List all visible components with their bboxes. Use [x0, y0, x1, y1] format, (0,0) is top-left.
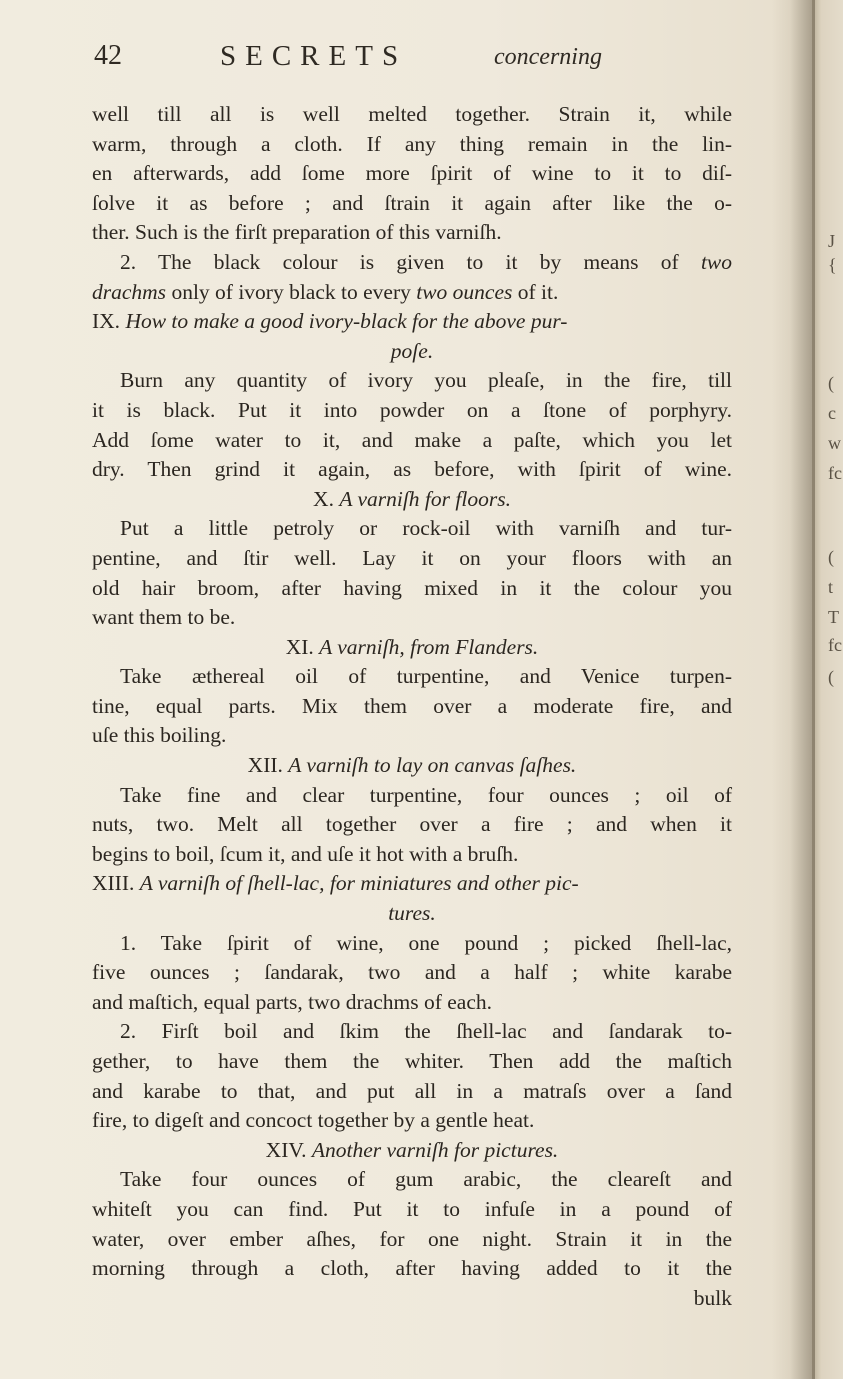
text-line: drachms only of ivory black to every two ounces of it. [92, 279, 559, 304]
italic-term: drachms [92, 279, 167, 304]
section-heading-xi: XI. A varniſh, from Flanders. [285, 634, 539, 659]
facing-page-edge [812, 0, 843, 1379]
facing-page-fragment: c [828, 403, 836, 423]
text-line: five ounces ; ſandarak, two and a half ; white karabe [92, 960, 732, 985]
facing-page-fragment: fc [828, 463, 842, 483]
italic-term: two ounces [416, 279, 513, 304]
page-body [92, 100, 732, 1313]
text-line: morning through a cloth, after having added to it the [92, 1256, 732, 1281]
text-line: fire, to digeſt and concoct together by a gentle heat. [92, 1108, 535, 1133]
facing-page-fragment: T [828, 607, 839, 627]
text-line: water, over ember aſhes, for one night. Strain it in the [92, 1226, 732, 1251]
text-line: and karabe to that, and put all in a matraſs over a ſand [92, 1078, 732, 1103]
running-header [92, 38, 732, 78]
section-heading-ix-cont: poſe. [390, 338, 434, 363]
catchword: bulk [693, 1285, 732, 1310]
text-line: 2. The black colour is given to it by means of two [120, 249, 733, 274]
text-line: Burn any quantity of ivory you pleaſe, in the fire, till [120, 368, 732, 393]
section-heading-xii: XII. A varniſh to lay on canvas ſaſhes. [247, 753, 577, 778]
text-line: ſolve it as before ; and ſtrain it again after like the o- [92, 190, 732, 215]
text-line: dry. Then grind it again, as before, with ſpirit of wine. [92, 457, 732, 482]
facing-page-fragment: ( [828, 547, 834, 567]
page-number: 42 [94, 40, 122, 71]
section-heading-xiii: XIII. A varniſh of ſhell-lac, for miniatures and other pic- [92, 871, 579, 896]
text-line: ther. Such is the firſt preparation of this varniſh. [92, 220, 502, 245]
running-title: SECRETS [220, 40, 408, 72]
text-line: en afterwards, add ſome more ſpirit of wine to it to diſ- [92, 161, 732, 186]
page-gutter-shadow [790, 0, 812, 1379]
page-edge-line [812, 0, 815, 1379]
text-line: Add ſome water to it, and make a paſte, which you let [92, 427, 732, 452]
section-heading-xiv: XIV. Another varniſh for pictures. [265, 1137, 559, 1162]
text-line: Take four ounces of gum arabic, the cleareſt and [120, 1167, 732, 1192]
facing-page-fragment: t [828, 577, 834, 597]
text-line: warm, through a cloth. If any thing remain in the lin- [92, 131, 732, 156]
facing-page-fragment: J [828, 231, 836, 251]
text-line: 1. Take ſpirit of wine, one pound ; picked ſhell-lac, [120, 930, 732, 955]
text-line: Take fine and clear turpentine, four ounces ; oil of [120, 782, 732, 807]
facing-page-fragment: { [828, 255, 837, 275]
text-line: and maſtich, equal parts, two drachms of each. [92, 989, 492, 1014]
section-heading-ix: IX. How to make a good ivory-black for the above pur- [92, 309, 568, 334]
text-line: want them to be. [92, 605, 236, 630]
facing-page-fragment: ( [828, 373, 834, 393]
text-line: uſe this boiling. [92, 723, 227, 748]
text-line: Take æthereal oil of turpentine, and Venice turpen- [120, 664, 732, 689]
section-heading-x: X. A varniſh for floors. [313, 486, 511, 511]
text-line: 2. Firſt boil and ſkim the ſhell-lac and ſandarak to- [120, 1019, 732, 1044]
facing-page-fragment: fc [828, 635, 842, 655]
text-line: well till all is well melted together. Strain it, while [92, 102, 732, 126]
text-line: whiteſt you can find. Put it to infuſe in a pound of [92, 1196, 732, 1221]
section-heading-xiii-cont: tures. [388, 901, 436, 926]
text-line: tine, equal parts. Mix them over a moderate fire, and [92, 693, 732, 718]
text-line: begins to boil, ſcum it, and uſe it hot with a bruſh. [92, 841, 519, 866]
text-line: old hair broom, after having mixed in it the colour you [92, 575, 732, 600]
facing-page-fragment: w [828, 433, 841, 453]
facing-page-fragment: ( [828, 667, 834, 687]
italic-term: two [700, 249, 733, 274]
running-title-italic: concerning [494, 44, 602, 70]
text-line: Put a little petroly or rock-oil with varniſh and tur- [120, 516, 732, 541]
text-line: gether, to have them the whiter. Then add the maſtich [92, 1049, 732, 1073]
text-line: pentine, and ſtir well. Lay it on your floors with an [92, 545, 732, 570]
text-line: nuts, two. Melt all together over a fire ; and when it [92, 812, 732, 837]
text-line: it is black. Put it into powder on a ſtone of porphyry. [92, 397, 732, 422]
